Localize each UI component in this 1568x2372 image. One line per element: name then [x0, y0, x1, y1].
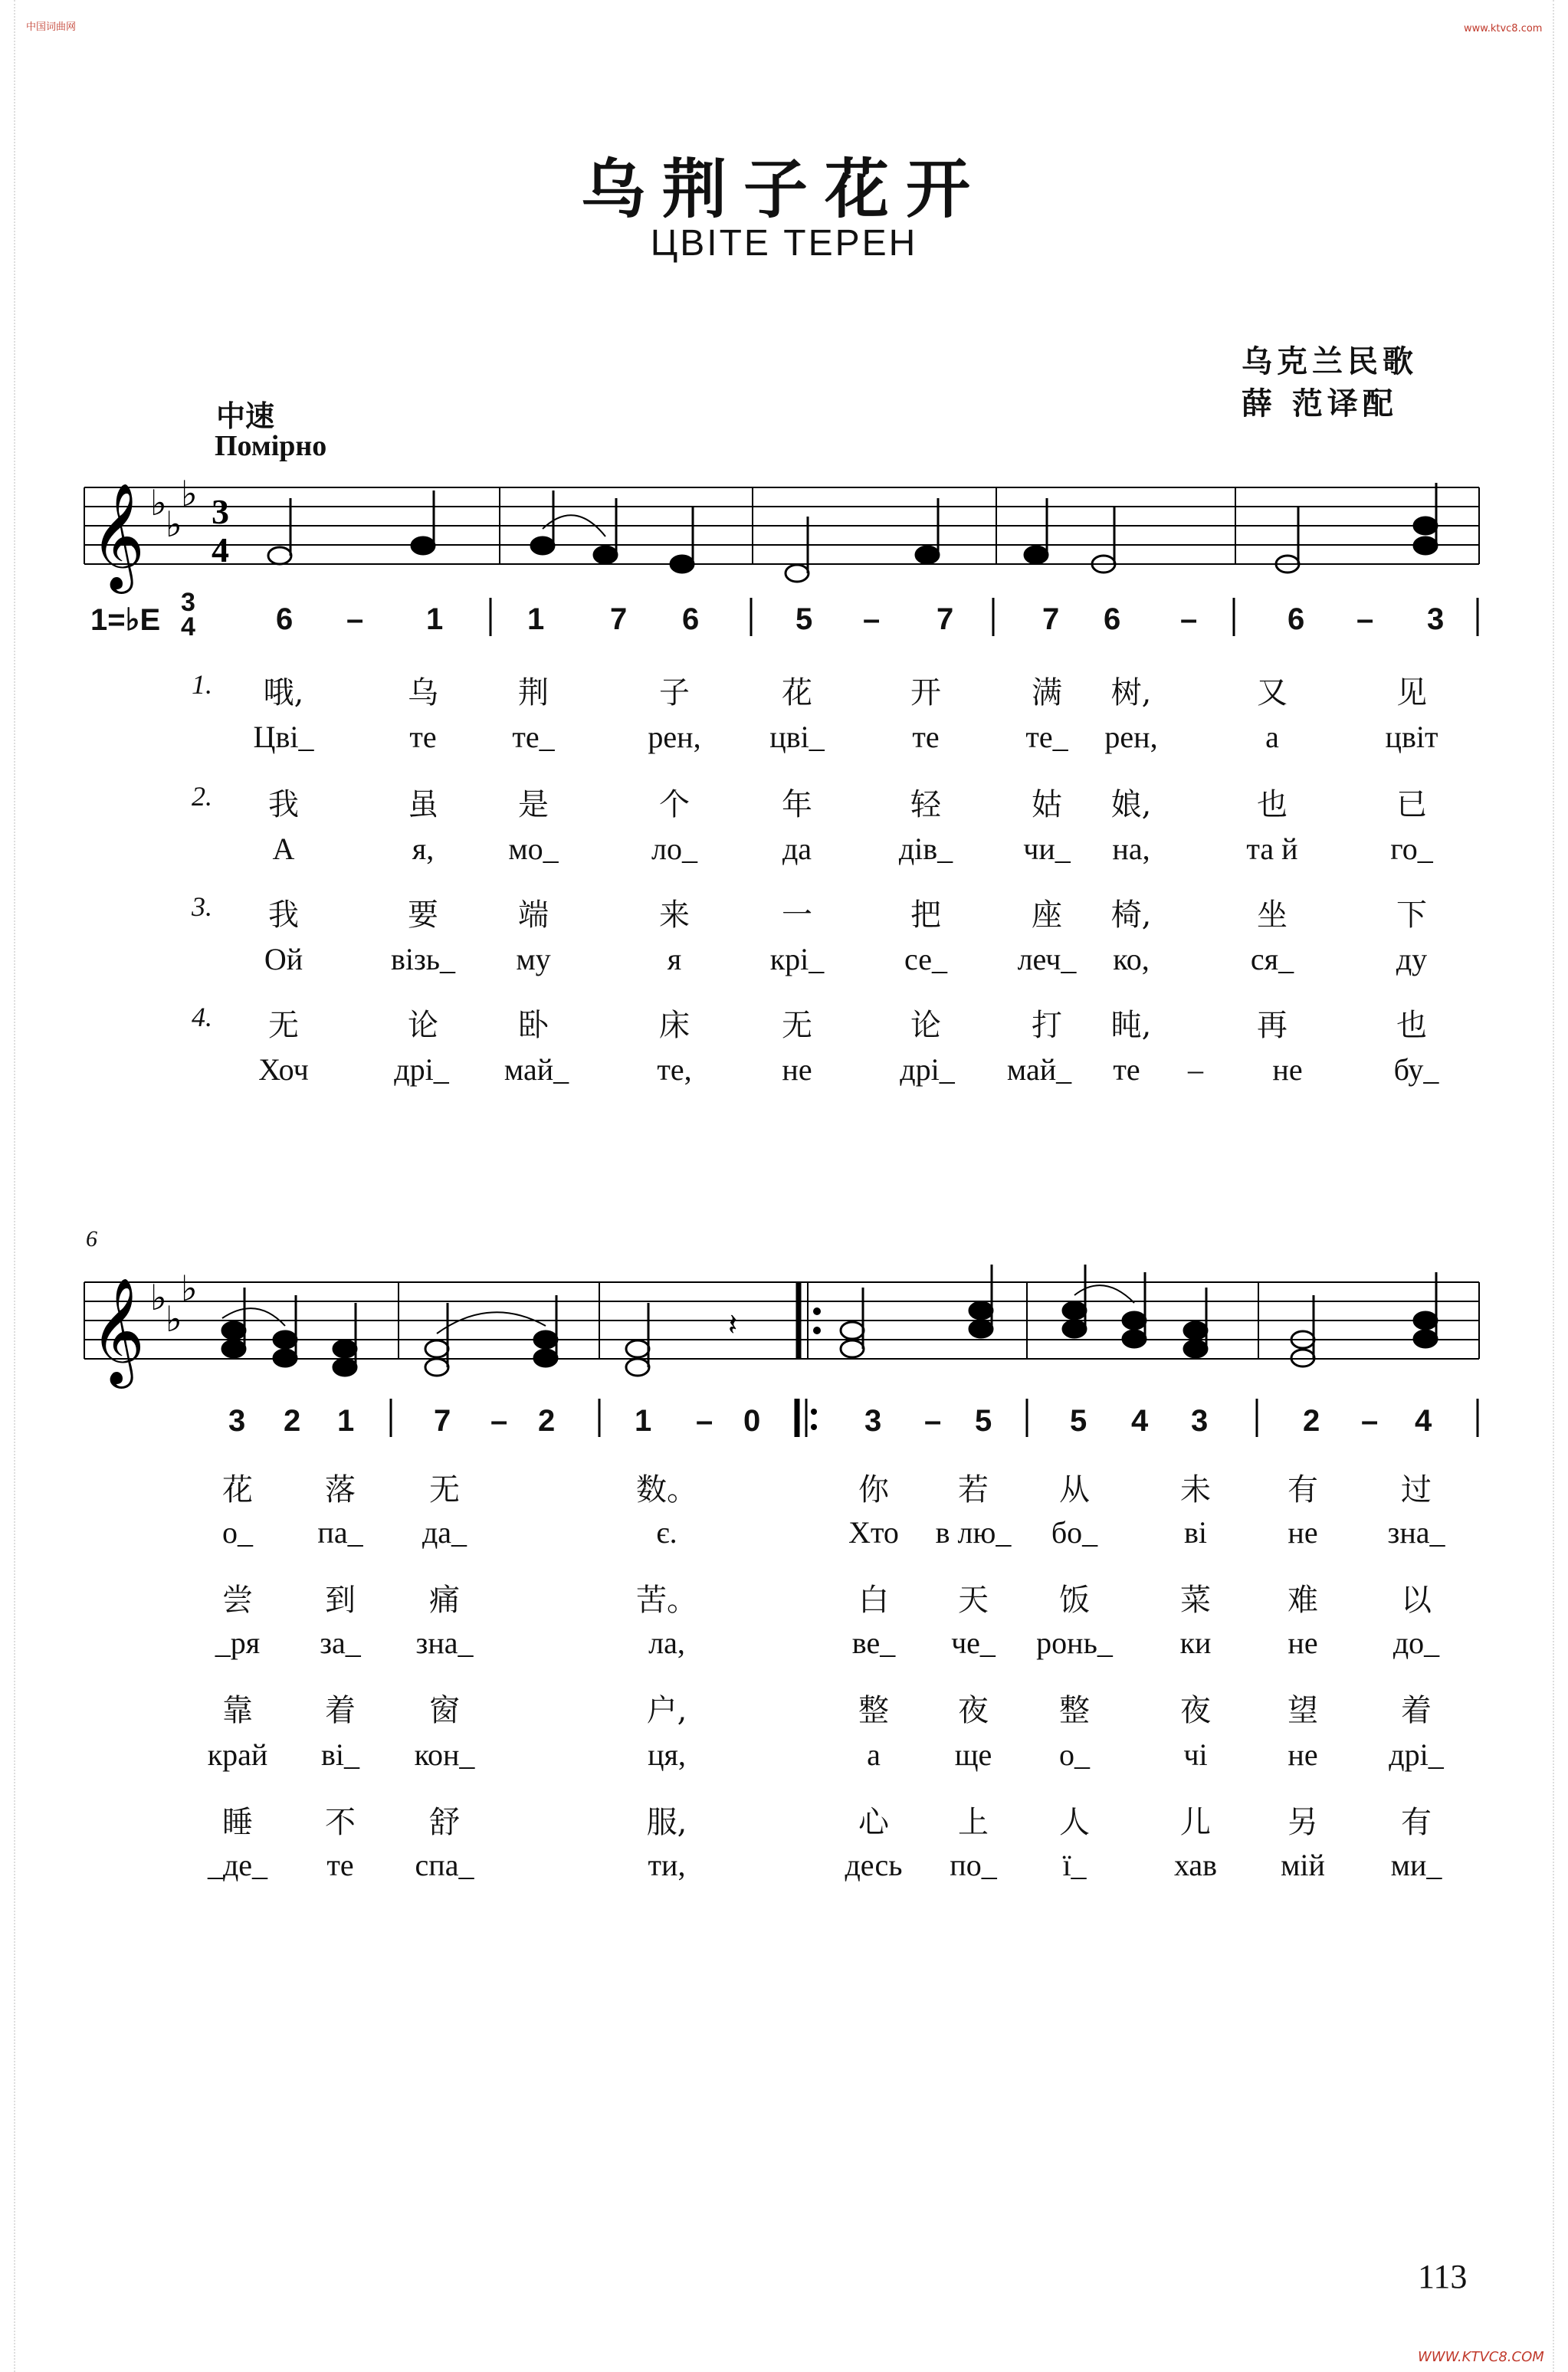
note-head — [1414, 1330, 1437, 1347]
lyric-syllable: 椅, — [1110, 897, 1152, 933]
lyric-syllable: 白 — [858, 1583, 889, 1618]
note-head — [916, 546, 939, 563]
lyric-syllable: 花 — [222, 1472, 253, 1508]
lyric-syllable: те — [1113, 1052, 1140, 1087]
note-head — [841, 1322, 864, 1339]
lyric-syllable: 论 — [408, 1008, 438, 1043]
note-head — [534, 1331, 557, 1348]
jianpu-note: 6 — [682, 602, 700, 636]
origin-credit: 乌克兰民歌 — [1242, 343, 1418, 379]
lyric-syllable: 轻 — [910, 787, 941, 822]
lyric-syllable: не — [782, 1052, 812, 1087]
lyric-syllable: 夜 — [958, 1693, 989, 1728]
jianpu-note: 2 — [1303, 1404, 1320, 1438]
lyric-syllable: не — [1288, 1515, 1318, 1550]
lyric-syllable: на, — [1112, 832, 1150, 866]
jianpu-note: – — [1180, 602, 1198, 636]
lyric-syllable: ї_ — [1062, 1848, 1087, 1882]
staff-2 — [84, 1282, 1479, 1359]
note-head — [222, 1322, 245, 1339]
lyric-syllable: те_ — [1025, 720, 1068, 754]
time-sig-bottom: 4 — [212, 530, 229, 569]
lyric-syllable: 难 — [1288, 1583, 1318, 1618]
lyric-syllable: та й — [1246, 832, 1298, 866]
lyric-syllable: 窗 — [429, 1693, 460, 1728]
lyric-syllable: ще — [954, 1737, 992, 1772]
note-head — [1414, 537, 1437, 554]
lyric-syllable: 把 — [910, 897, 941, 933]
lyric-syllable: 整 — [1059, 1693, 1090, 1728]
lyric-syllable: спа_ — [415, 1848, 474, 1882]
lyric-syllable: дрі_ — [900, 1052, 955, 1087]
staff-1 — [84, 487, 1479, 564]
lyric-syllable: 端 — [518, 897, 549, 933]
jianpu-note: 1 — [337, 1404, 355, 1438]
lyric-syllable: 娘, — [1110, 787, 1152, 822]
lyric-syllable: бу_ — [1393, 1052, 1439, 1087]
flat-sign-icon: ♭ — [150, 482, 167, 523]
jianpu-note: 6 — [1288, 602, 1305, 636]
lyric-syllable: 坐 — [1257, 897, 1288, 933]
lyric-syllable: май_ — [1006, 1052, 1072, 1087]
lyric-syllable: край — [207, 1737, 268, 1772]
lyric-syllable: по_ — [950, 1848, 997, 1882]
lyric-syllable: 天 — [958, 1583, 989, 1618]
lyric-syllable: 不 — [325, 1805, 356, 1840]
lyric-syllable: 到 — [325, 1583, 356, 1618]
lyric-syllable: 树, — [1110, 675, 1152, 710]
lyric-syllable: ло_ — [651, 832, 697, 866]
lyric-syllable: 整 — [858, 1693, 889, 1728]
lyric-syllable: 有 — [1401, 1805, 1432, 1840]
quarter-rest-icon: 𝄽 — [728, 1307, 738, 1343]
flat-sign-icon: ♭ — [150, 1277, 167, 1318]
lyric-syllable: ко, — [1113, 942, 1150, 976]
lyric-syllable: рен, — [1104, 720, 1158, 754]
lyric-syllable: 靠 — [222, 1693, 253, 1728]
note-head — [1184, 1322, 1207, 1339]
lyric-syllable: ду — [1396, 942, 1428, 976]
jianpu-note: 3 — [864, 1404, 882, 1438]
lyric-syllable: 一 — [782, 897, 812, 933]
song-subtitle: ЦВІТЕ ТЕРЕН — [650, 223, 918, 264]
lyric-syllable: се_ — [904, 942, 947, 976]
jianpu-barlines-1 — [490, 598, 1478, 636]
jianpu-note: 4 — [1131, 1404, 1149, 1438]
lyric-syllable: 虽 — [408, 787, 438, 822]
verse-number: 2. — [192, 781, 212, 812]
lyric-syllable: о_ — [222, 1515, 253, 1550]
jianpu-note: – — [490, 1404, 508, 1438]
watermark-bottom: WWW.KTVC8.COM — [1418, 2349, 1544, 2365]
lyric-syllable: зна_ — [1387, 1515, 1445, 1550]
note-head — [534, 1350, 557, 1366]
lyric-syllable: ві_ — [321, 1737, 359, 1772]
tempo-ua: Помірно — [215, 430, 327, 462]
notes-system-1 — [268, 483, 1437, 582]
slur — [1074, 1285, 1134, 1303]
lyric-syllable: 从 — [1059, 1472, 1090, 1508]
lyric-syllable: чи_ — [1023, 832, 1071, 866]
lyric-syllable: те — [326, 1848, 354, 1882]
note-head — [969, 1321, 992, 1337]
lyric-syllable: му — [516, 942, 551, 976]
lyric-syllable: да — [782, 832, 812, 866]
lyric-syllable: 苦。 — [636, 1583, 697, 1618]
note-head — [1063, 1321, 1086, 1337]
lyric-syllable: че_ — [951, 1626, 996, 1660]
lyric-syllable: не — [1288, 1737, 1318, 1772]
lyric-syllable: 姑 — [1032, 787, 1062, 822]
lyric-syllable: 望 — [1288, 1693, 1318, 1728]
treble-clef-icon: 𝄞 — [90, 483, 145, 589]
lyric-syllable: те — [912, 720, 940, 754]
lyric-syllable: крі_ — [769, 942, 825, 976]
lyric-syllable: 无 — [268, 1008, 299, 1043]
lyric-syllable: до_ — [1393, 1626, 1440, 1660]
lyric-syllable: 无 — [782, 1008, 812, 1043]
lyric-syllable: хав — [1173, 1848, 1218, 1882]
note-head — [786, 565, 809, 582]
lyric-syllable: _ря — [215, 1626, 261, 1660]
note-head — [531, 537, 554, 554]
lyric-syllable: Хоч — [258, 1052, 309, 1087]
lyric-syllable: 以 — [1401, 1583, 1432, 1618]
lyric-syllable: 也 — [1396, 1008, 1427, 1043]
lyric-syllable: 服, — [646, 1805, 687, 1840]
lyric-syllable: ти, — [648, 1848, 686, 1882]
translator-credit: 薛 范译配 — [1242, 385, 1398, 422]
lyric-syllable: 无 — [429, 1472, 460, 1508]
note-head — [425, 1340, 448, 1357]
lyric-syllable: 数。 — [636, 1472, 697, 1508]
lyric-syllable: 饭 — [1059, 1583, 1090, 1618]
lyric-syllable: рен, — [648, 720, 701, 754]
measure-number: 6 — [86, 1226, 97, 1252]
lyric-syllable: 论 — [910, 1008, 941, 1043]
note-head — [333, 1340, 356, 1357]
lyric-syllable: я, — [412, 832, 435, 866]
lyric-syllable: 着 — [1401, 1693, 1432, 1728]
slur — [437, 1312, 546, 1334]
note-head — [969, 1302, 992, 1319]
jianpu-note: 4 — [1415, 1404, 1432, 1438]
lyric-syllable: 来 — [659, 897, 690, 933]
lyric-syllable: о_ — [1059, 1737, 1090, 1772]
note-head — [626, 1359, 649, 1376]
jianpu-note: 2 — [538, 1404, 556, 1438]
lyric-syllable: ві — [1184, 1515, 1207, 1550]
lyric-syllable: 你 — [858, 1472, 889, 1508]
lyric-syllable: ла, — [648, 1626, 685, 1660]
time-sig-top: 3 — [212, 492, 229, 531]
lyric-syllable: 再 — [1257, 1008, 1288, 1043]
lyric-syllable: 有 — [1288, 1472, 1318, 1508]
note-head — [1123, 1330, 1146, 1347]
lyric-syllable: мо_ — [508, 832, 559, 866]
lyric-syllable: за_ — [320, 1626, 361, 1660]
lyric-syllable: – — [1188, 1052, 1203, 1087]
lyric-syllable: 见 — [1396, 675, 1427, 710]
lyric-syllable: 荆 — [518, 675, 549, 710]
lyric-syllable: 又 — [1257, 675, 1288, 710]
note-head — [671, 556, 694, 572]
lyric-syllable: ронь_ — [1036, 1626, 1113, 1660]
lyric-syllable: 哦, — [263, 675, 304, 710]
jianpu-note: 3 — [1191, 1404, 1209, 1438]
lyric-syllable: 心 — [858, 1805, 889, 1840]
lyric-syllable: мій — [1281, 1848, 1325, 1882]
lyric-syllable: 儿 — [1180, 1805, 1211, 1840]
jianpu-note: 7 — [937, 602, 954, 636]
note-head — [412, 537, 435, 554]
lyric-syllable: 是 — [518, 787, 549, 822]
note-head — [222, 1340, 245, 1357]
lyric-syllable: я — [667, 942, 682, 976]
jianpu-time-bottom: 4 — [181, 612, 195, 641]
note-head — [425, 1359, 448, 1376]
jianpu-time-signature — [181, 590, 195, 639]
lyric-syllable: а — [867, 1737, 881, 1772]
treble-clef-icon: 𝄞 — [90, 1278, 145, 1384]
jianpu-note: 6 — [1104, 602, 1121, 636]
page-number: 113 — [1418, 2258, 1468, 2295]
lyric-syllable: Хто — [848, 1515, 899, 1550]
lyric-syllable: 打 — [1032, 1008, 1062, 1043]
lyric-syllable: 痛 — [429, 1583, 460, 1618]
lyric-syllable: 花 — [782, 675, 812, 710]
flat-sign-icon: ♭ — [181, 473, 198, 514]
note-head — [1184, 1340, 1207, 1357]
lyric-syllable: Цві_ — [253, 720, 314, 754]
jianpu-note: 1 — [527, 602, 545, 636]
jianpu-time-top: 3 — [181, 588, 195, 617]
lyric-syllable: ця, — [648, 1737, 686, 1772]
lyric-syllable: є. — [656, 1515, 677, 1550]
lyric-syllable: 睡 — [222, 1805, 253, 1840]
lyric-syllable: 满 — [1032, 675, 1062, 710]
jianpu-note: 7 — [434, 1404, 451, 1438]
note-head — [1414, 517, 1437, 534]
lyric-syllable: леч_ — [1017, 942, 1077, 976]
lyric-syllable: 床 — [659, 1008, 690, 1043]
lyric-syllable: десь — [845, 1848, 903, 1882]
jianpu-note: 6 — [276, 602, 294, 636]
lyric-syllable: цвіт — [1385, 720, 1438, 754]
jianpu-note: – — [346, 602, 364, 636]
tempo-cn: 中速 — [216, 399, 275, 433]
lyric-syllable: 菜 — [1180, 1583, 1211, 1618]
lyric-syllable: бо_ — [1051, 1515, 1098, 1550]
song-title: 乌荆子花开 — [580, 151, 987, 227]
lyric-syllable: 过 — [1401, 1472, 1432, 1508]
lyric-syllable: 个 — [659, 787, 690, 822]
lyric-syllable: 我 — [268, 787, 299, 822]
lyric-syllable: в лю_ — [935, 1515, 1012, 1550]
lyric-syllable: май_ — [504, 1052, 569, 1087]
lyric-syllable: ки — [1179, 1626, 1212, 1660]
lyric-syllable: ся_ — [1250, 942, 1294, 976]
jianpu-note: 1 — [635, 1404, 652, 1438]
jianpu-note: – — [924, 1404, 942, 1438]
lyric-syllable: 我 — [268, 897, 299, 933]
site-label-right: www.ktvc8.com — [1464, 23, 1543, 34]
lyric-syllable: 盹, — [1110, 1008, 1152, 1043]
lyric-syllable: не — [1272, 1052, 1303, 1087]
note-head — [841, 1340, 864, 1357]
jianpu-note: 5 — [975, 1404, 992, 1438]
jianpu-note: – — [1361, 1404, 1379, 1438]
note-head — [1414, 1312, 1437, 1329]
jianpu-note: – — [696, 1404, 713, 1438]
lyric-syllable: чі — [1183, 1737, 1208, 1772]
note-head — [333, 1359, 356, 1376]
lyric-syllable: дрі_ — [394, 1052, 449, 1087]
jianpu-note: 5 — [795, 602, 813, 636]
lyric-syllable: 年 — [782, 787, 812, 822]
lyric-syllable: те — [409, 720, 437, 754]
lyric-syllable: 另 — [1288, 1805, 1318, 1840]
lyric-syllable: дрі_ — [1389, 1737, 1444, 1772]
jianpu-note: – — [863, 602, 881, 636]
lyric-syllable: цві_ — [769, 720, 825, 754]
lyric-syllable: 上 — [958, 1805, 989, 1840]
jianpu-note: 3 — [1427, 602, 1445, 636]
note-head — [626, 1340, 649, 1357]
lyric-syllable: 要 — [408, 897, 438, 933]
verse-number: 4. — [192, 1002, 212, 1032]
flat-sign-icon: ♭ — [181, 1268, 198, 1309]
lyric-syllable: 卧 — [518, 1008, 549, 1043]
lyric-syllable: те_ — [512, 720, 555, 754]
lyric-syllable: А — [272, 832, 295, 866]
lyric-syllable: зна_ — [415, 1626, 474, 1660]
lyric-syllable: 若 — [958, 1472, 989, 1508]
flat-sign-icon: ♭ — [166, 1298, 182, 1340]
lyric-syllable: візь_ — [390, 942, 456, 976]
key-signature: 1=♭E — [90, 603, 161, 637]
lyric-syllable: те, — [657, 1052, 692, 1087]
lyric-syllable: 尝 — [222, 1583, 253, 1618]
lyric-syllable: Ой — [264, 942, 303, 976]
jianpu-note: 1 — [426, 602, 444, 636]
note-head — [274, 1350, 297, 1366]
lyric-syllable: 开 — [910, 675, 941, 710]
note-head — [274, 1331, 297, 1348]
lyric-syllable: _де_ — [207, 1848, 268, 1882]
lyric-syllable: па_ — [317, 1515, 363, 1550]
flat-sign-icon: ♭ — [166, 504, 182, 545]
jianpu-note: 2 — [284, 1404, 301, 1438]
lyric-syllable: 座 — [1032, 897, 1062, 933]
lyric-syllable: 未 — [1180, 1472, 1211, 1508]
lyric-syllable: 下 — [1396, 897, 1427, 933]
lyric-syllable: го_ — [1390, 832, 1433, 866]
lyric-syllable: 户, — [646, 1693, 687, 1728]
lyric-syllable: 人 — [1059, 1805, 1090, 1840]
note-head — [594, 546, 617, 563]
jianpu-note: 7 — [1042, 602, 1060, 636]
note-head — [1063, 1302, 1086, 1319]
lyric-syllable: ве_ — [851, 1626, 896, 1660]
lyric-syllable: 乌 — [408, 675, 438, 710]
lyric-syllable: 也 — [1257, 787, 1288, 822]
lyric-syllable: дів_ — [898, 832, 953, 866]
lyric-syllable: да_ — [422, 1515, 467, 1550]
site-label-left: 中国词曲网 — [26, 21, 77, 33]
lyric-syllable: ми_ — [1390, 1848, 1442, 1882]
jianpu-note: 5 — [1070, 1404, 1087, 1438]
verse-number: 1. — [192, 669, 212, 700]
jianpu-note: 0 — [743, 1404, 761, 1438]
jianpu-note: 3 — [228, 1404, 246, 1438]
lyric-syllable: не — [1288, 1626, 1318, 1660]
note-head — [268, 547, 291, 564]
note-head — [1123, 1312, 1146, 1329]
lyric-syllable: 夜 — [1180, 1693, 1211, 1728]
lyric-syllable: а — [1265, 720, 1279, 754]
lyric-syllable: 落 — [325, 1472, 356, 1508]
verse-number: 3. — [192, 891, 212, 922]
jianpu-note: 7 — [610, 602, 628, 636]
lyric-syllable: кон_ — [414, 1737, 475, 1772]
lyric-syllable: 舒 — [429, 1805, 460, 1840]
lyric-syllable: 已 — [1396, 787, 1427, 822]
lyric-syllable: 子 — [659, 675, 690, 710]
lyric-syllable: 着 — [325, 1693, 356, 1728]
jianpu-note: – — [1356, 602, 1374, 636]
note-head — [1025, 546, 1048, 563]
